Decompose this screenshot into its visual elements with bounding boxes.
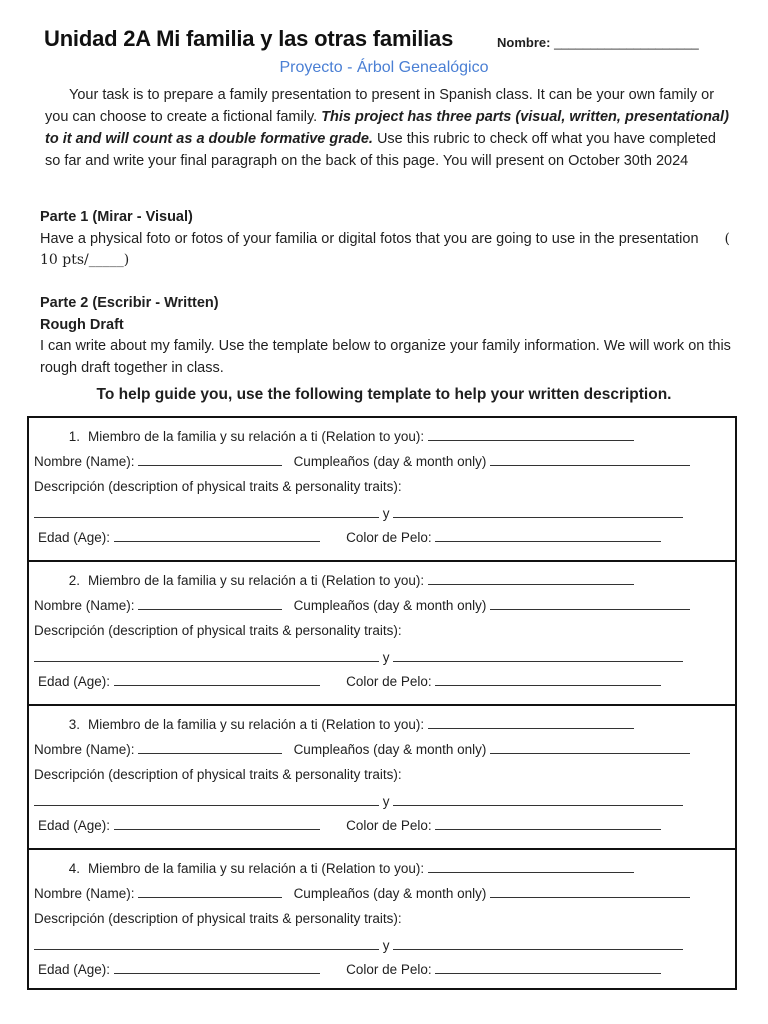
intro-bold-text: This project has three parts (visual, written, presentational) to it and will count as a double formative grade. <box>45 109 729 147</box>
nombre-field <box>497 35 699 50</box>
y-connector: y <box>382 794 390 809</box>
entry-number: 4. <box>68 861 80 876</box>
y-connector: y <box>382 938 390 953</box>
parte1-heading: Parte 1 (Mirar - Visual) <box>40 209 193 225</box>
age-label: Edad (Age): <box>38 962 111 977</box>
y-connector: y <box>382 650 390 665</box>
name-label: Nombre (Name): <box>34 598 135 613</box>
y-connector: y <box>382 506 390 521</box>
description-blank-1[interactable] <box>34 649 379 662</box>
description-label: Descripción (description of physical traits & personality traits): <box>34 623 402 638</box>
description-label: Descripción (description of physical traits & personality traits): <box>34 767 402 782</box>
member-label: Miembro de la familia y su relación a ti (Relation to you): <box>88 717 425 732</box>
description-blank-1[interactable] <box>34 793 379 806</box>
birthday-label: Cumpleaños (day & month only) <box>293 454 487 469</box>
description-blank-1[interactable] <box>34 937 379 950</box>
member-relation-blank[interactable] <box>428 572 634 585</box>
name-label: Nombre (Name): <box>34 886 135 901</box>
age-blank[interactable] <box>114 817 320 830</box>
name-blank[interactable] <box>138 597 282 610</box>
entry-number: 3. <box>68 717 80 732</box>
hair-color-blank[interactable] <box>435 673 661 686</box>
description-blank-2[interactable] <box>393 505 683 518</box>
age-label: Edad (Age): <box>38 818 111 833</box>
nombre-blank[interactable]: ____________________ <box>554 35 699 50</box>
hair-color-blank[interactable] <box>435 961 661 974</box>
birthday-blank[interactable] <box>490 741 690 754</box>
description-label: Descripción (description of physical traits & personality traits): <box>34 911 402 926</box>
parte2-text: I can write about my family. Use the template below to organize your family information. We will work on this rough draft together in class. <box>40 338 731 376</box>
hair-color-blank[interactable] <box>435 529 661 542</box>
age-blank[interactable] <box>114 961 320 974</box>
name-blank[interactable] <box>138 885 282 898</box>
parte1-section <box>40 207 740 272</box>
member-relation-blank[interactable] <box>428 428 634 441</box>
age-label: Edad (Age): <box>38 674 111 689</box>
intro-text-2: Use this rubric to check off what you have completed so far and write your final paragraph on the back of this page. You will present on October 30th 2024 <box>45 131 716 169</box>
entry-number: 1. <box>68 429 80 444</box>
nombre-label: Nombre: <box>497 35 551 50</box>
name-label: Nombre (Name): <box>34 742 135 757</box>
entry-number: 2. <box>68 573 80 588</box>
hair-color-label: Color de Pelo: <box>346 962 432 977</box>
birthday-label: Cumpleaños (day & month only) <box>293 598 487 613</box>
intro-paragraph <box>45 84 735 172</box>
member-label: Miembro de la familia y su relación a ti (Relation to you): <box>88 573 425 588</box>
family-member-entry <box>29 706 735 850</box>
family-member-entry <box>29 562 735 706</box>
family-member-entry <box>29 418 735 562</box>
parte1-points[interactable]: ( 10 pts/_____) <box>40 230 730 268</box>
age-blank[interactable] <box>114 529 320 542</box>
description-blank-2[interactable] <box>393 649 683 662</box>
parte1-text: Have a physical foto or fotos of your familia or digital fotos that you are going to use in the presentation <box>40 230 699 247</box>
description-blank-1[interactable] <box>34 505 379 518</box>
name-blank[interactable] <box>138 453 282 466</box>
parte2-section <box>40 293 740 379</box>
rough-draft-heading: Rough Draft <box>40 316 124 333</box>
age-blank[interactable] <box>114 673 320 686</box>
page-header <box>44 26 728 60</box>
member-label: Miembro de la familia y su relación a ti (Relation to you): <box>88 861 425 876</box>
page-title: Unidad 2A Mi familia y las otras familias <box>44 26 454 51</box>
birthday-blank[interactable] <box>490 597 690 610</box>
member-relation-blank[interactable] <box>428 860 634 873</box>
birthday-blank[interactable] <box>490 453 690 466</box>
member-relation-blank[interactable] <box>428 716 634 729</box>
birthday-label: Cumpleaños (day & month only) <box>293 742 487 757</box>
parte2-heading: Parte 2 (Escribir - Written) <box>40 295 219 311</box>
project-subtitle: Proyecto - Árbol Genealógico <box>279 59 489 76</box>
intro-text-1: Your task is to prepare a family presentation to present in Spanish class. It can be your own family or you can choose to create a fictional family. <box>45 87 715 125</box>
hair-color-label: Color de Pelo: <box>346 530 432 545</box>
family-member-entry <box>29 850 735 992</box>
member-label: Miembro de la familia y su relación a ti (Relation to you): <box>88 429 425 444</box>
birthday-label: Cumpleaños (day & month only) <box>293 886 487 901</box>
description-label: Descripción (description of physical traits & personality traits): <box>34 479 402 494</box>
hair-color-label: Color de Pelo: <box>346 674 432 689</box>
name-blank[interactable] <box>138 741 282 754</box>
family-template-box <box>27 416 737 990</box>
hair-color-label: Color de Pelo: <box>346 818 432 833</box>
hair-color-blank[interactable] <box>435 817 661 830</box>
description-blank-2[interactable] <box>393 793 683 806</box>
birthday-blank[interactable] <box>490 885 690 898</box>
age-label: Edad (Age): <box>38 530 111 545</box>
description-blank-2[interactable] <box>393 937 683 950</box>
template-guide-heading: To help guide you, use the following template to help your written description. <box>96 386 672 403</box>
name-label: Nombre (Name): <box>34 454 135 469</box>
